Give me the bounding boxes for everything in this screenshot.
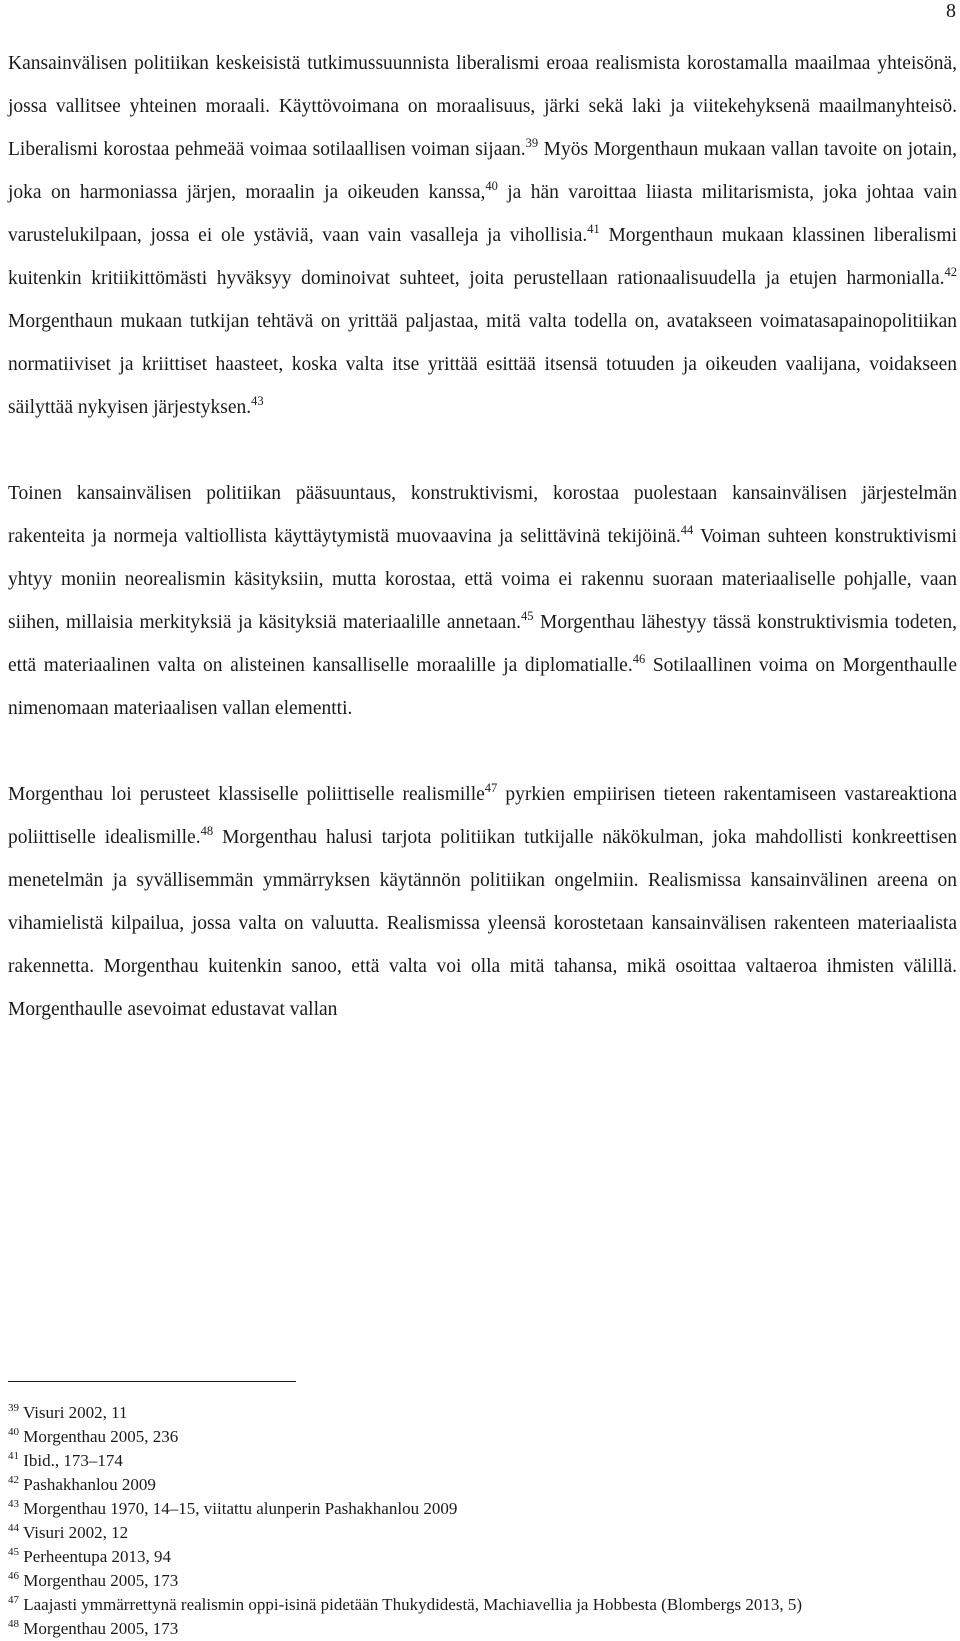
footnote xyxy=(8,1521,948,1545)
paragraph xyxy=(8,472,957,730)
paragraph-text: Morgenthaun mukaan klassinen liberalismi kuitenkin kritiikittömästi hyväksyy dominoivat suhteet, joita perustellaan rationaalisuudella ja etujen harmonialla. xyxy=(8,225,957,289)
footnote xyxy=(8,1473,948,1497)
footnote-ref: 46 xyxy=(632,652,646,666)
footnote xyxy=(8,1425,948,1449)
paragraph-text: Morgenthau loi perusteet klassiselle poliittiselle realismille xyxy=(8,784,485,805)
paragraph-text: Morgenthau lähestyy tässä konstruktivismia todeten, että materiaalinen valta on alisteinen kansalliselle moraalille ja diplomatialle. xyxy=(8,612,957,676)
footnotes xyxy=(8,1401,948,1641)
footnote-text: Morgenthau 2005, 236 xyxy=(23,1427,179,1446)
footnote-ref: 48 xyxy=(200,824,214,838)
footnote xyxy=(8,1497,948,1521)
footnote-separator xyxy=(8,1381,296,1382)
paragraph-text: Myös Morgenthaun mukaan vallan tavoite on jotain, joka on harmoniassa järjen, moraalin ja oikeuden kanssa, xyxy=(8,139,957,203)
footnote-ref: 43 xyxy=(251,394,264,408)
footnote xyxy=(8,1545,948,1569)
footnote-ref: 42 xyxy=(944,265,957,279)
footnote-text: Visuri 2002, 12 xyxy=(22,1523,129,1542)
paragraph xyxy=(8,42,957,429)
footnote-number: 44 xyxy=(8,1522,19,1534)
footnote xyxy=(8,1401,948,1425)
footnote-number: 43 xyxy=(8,1498,19,1510)
footnote-number: 48 xyxy=(8,1618,19,1630)
paragraph xyxy=(8,773,957,1031)
footnote-text: Morgenthau 2005, 173 xyxy=(23,1619,179,1638)
footnote-number: 42 xyxy=(8,1474,19,1486)
footnote-ref: 40 xyxy=(485,179,498,193)
footnote xyxy=(8,1617,948,1641)
footnote-text: Morgenthau 1970, 14–15, viitattu alunperin Pashakhanlou 2009 xyxy=(23,1499,458,1518)
paragraph-text: Voiman suhteen konstruktivismi yhtyy moniin neorealismin käsityksiin, mutta korostaa, että voima ei rakennu suoraan materiaaliselle pohjalle, vaan siihen, millaisia merkityksiä ja käsityksiä materiaalille annetaan. xyxy=(8,526,957,633)
footnote-text: Ibid., 173–174 xyxy=(23,1451,123,1470)
footnote-ref: 47 xyxy=(484,781,498,795)
paragraph-text: ja hän varoittaa liiasta militarismista, joka johtaa vain varustelukilpaan, jossa ei ole ystäviä, vaan vain vasalleja ja vihollisia. xyxy=(8,182,958,246)
footnote-text: Pashakhanlou 2009 xyxy=(23,1475,156,1494)
paragraph-text: Sotilaallinen voima on Morgenthaulle nimenomaan materiaalisen vallan elementti. xyxy=(8,655,957,719)
footnote-text: Morgenthau 2005, 173 xyxy=(23,1571,179,1590)
footnote-ref: 39 xyxy=(525,136,539,150)
footnote-ref: 45 xyxy=(521,609,534,623)
footnote-text: Perheentupa 2013, 94 xyxy=(23,1547,172,1566)
footnote-number: 46 xyxy=(8,1570,19,1582)
footnote-number: 41 xyxy=(8,1450,19,1462)
paragraph-text: pyrkien empiirisen tieteen rakentamiseen vastareaktiona poliittiselle idealismille. xyxy=(8,784,957,848)
paragraph-text: Morgenthaun mukaan tutkijan tehtävä on yrittää paljastaa, mitä valta todella on, avatakseen voimatasapainopolitiikan normatiiviset ja kriittiset haasteet, koska valta itse yrittää esittää itsensä totuuden ja oikeuden vaalijana, voidakseen säilyttää nykyisen järjestyksen. xyxy=(8,311,957,418)
page-number: 8 xyxy=(946,0,956,22)
footnote-ref: 41 xyxy=(587,222,600,236)
body-text xyxy=(8,42,957,1074)
footnote xyxy=(8,1593,948,1617)
paragraph-text: Kansainvälisen politiikan keskeisistä tutkimussuunnista liberalismi eroaa realismista korostamalla maailmaa yhteisönä, jossa vallitsee yhteinen moraali. Käyttövoimana on moraalisuus, järki sekä laki ja viitekehyksenä maailmanyhteisö. Liberalismi korostaa pehmeää voimaa sotilaallisen voiman sijaan. xyxy=(8,53,957,160)
footnote xyxy=(8,1569,948,1593)
footnote-number: 40 xyxy=(8,1426,19,1438)
footnote xyxy=(8,1449,948,1473)
footnote-text: Visuri 2002, 11 xyxy=(22,1403,128,1422)
paragraph-text: Toinen kansainvälisen politiikan pääsuuntaus, konstruktivismi, korostaa puolestaan kansainvälisen järjestelmän rakenteita ja normeja valtiollista käyttäytymistä muovaavina ja selittävinä tekijöinä. xyxy=(8,483,957,547)
paragraph-text: Morgenthau halusi tarjota politiikan tutkijalle näkökulman, joka mahdollisti konkreettisen menetelmän ja syvällisemmän ymmärryksen käytännön politiikan ongelmiin. Realismissa kansainvälinen areena on vihamielistä kilpailua, jossa valta on valuutta. Realismissa yleensä korostetaan kansainvälisen rakenteen materiaalista rakennetta. Morgenthau kuitenkin sanoo, että valta voi olla mitä tahansa, mikä osoittaa valtaeroa ihmisten välillä. Morgenthaulle asevoimat edustavat vallan xyxy=(8,827,957,1020)
footnote-number: 47 xyxy=(8,1594,19,1606)
footnote-number: 39 xyxy=(8,1402,19,1414)
footnote-text: Laajasti ymmärrettynä realismin oppi-isinä pidetään Thukydidestä, Machiavellia ja Hobbesta (Blombergs 2013, 5) xyxy=(23,1595,803,1614)
footnote-number: 45 xyxy=(8,1546,19,1558)
footnote-ref: 44 xyxy=(680,523,694,537)
